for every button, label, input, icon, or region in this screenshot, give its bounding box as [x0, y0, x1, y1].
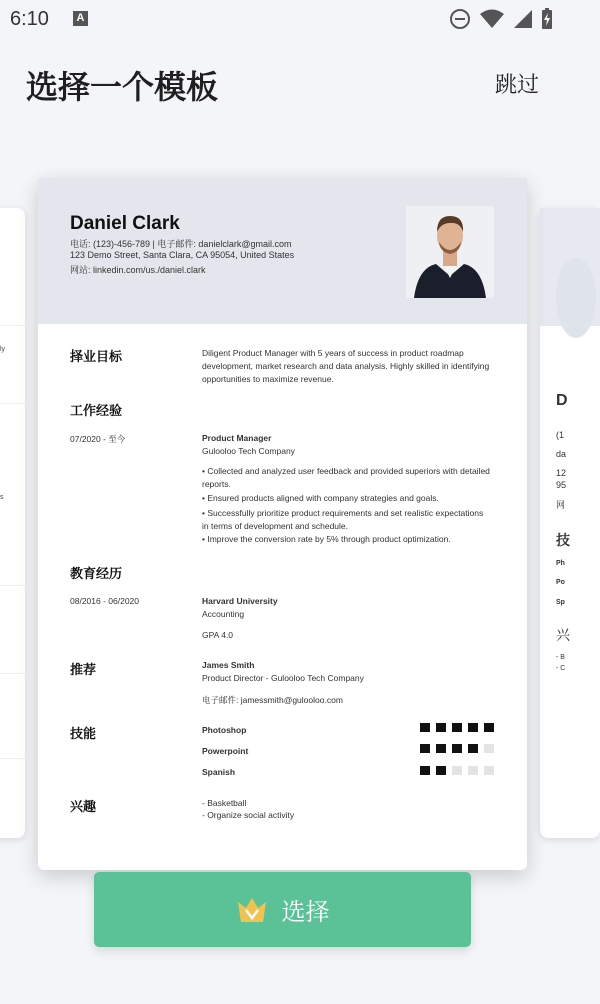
section-title-skills: 技能 — [70, 727, 97, 742]
experience-bullet: • Ensured products aligned with company strategies and goals. — [202, 493, 439, 503]
resume-name: Daniel Clark — [70, 213, 180, 234]
objective-text: Diligent Product Manager with 5 years of success in product roadmap development, market research and data analysis. Highly skilled in identifying opportunities to maximize revenue. — [202, 348, 490, 384]
fragment-text: - B — [556, 654, 565, 661]
skill-dot-filled — [452, 744, 462, 753]
status-time: 6:10 — [10, 8, 49, 30]
resume-template-card[interactable] — [38, 178, 527, 870]
contact-phone-email: 电话: (123)-456-789 | 电子邮件: danielclark@gmail.com — [70, 239, 292, 249]
section-title-education: 教育经历 — [70, 567, 123, 582]
skill-dot-filled — [436, 766, 446, 775]
fragment-text: 95 — [556, 480, 567, 490]
fragment-text: 12 — [556, 468, 567, 478]
skill-name: Spanish — [202, 767, 236, 777]
battery-icon — [541, 8, 553, 30]
fragment-text: ly — [0, 346, 6, 353]
fragment-text: - C — [556, 665, 566, 672]
skill-rating — [420, 723, 494, 732]
contact-address: 123 Demo Street, Santa Clara, CA 95054, United States — [70, 250, 295, 260]
avatar — [406, 206, 494, 298]
wifi-icon — [479, 8, 505, 30]
skill-rating — [420, 744, 494, 753]
experience-dates: 07/2020 - 至今 — [70, 434, 126, 444]
interest-item: - Organize social activity — [202, 810, 295, 820]
skill-dot-empty — [468, 766, 478, 775]
skill-dot-filled — [420, 744, 430, 753]
select-button[interactable] — [94, 872, 471, 947]
status-bar — [0, 0, 565, 38]
fragment-text: Sp — [556, 599, 565, 606]
crown-icon — [236, 896, 268, 924]
contact-website: 网站: linkedin.com/us./daniel.clark — [70, 265, 206, 275]
reference-email: 电子邮件: jamessmith@gulooloo.com — [202, 695, 343, 705]
reference-name: James Smith — [202, 660, 255, 670]
skill-name: Powerpoint — [202, 746, 249, 756]
template-card-next[interactable] — [540, 208, 600, 838]
fragment-text: Ph — [556, 560, 565, 567]
fragment-text: Po — [556, 579, 565, 586]
experience-role: Product Manager — [202, 433, 272, 443]
reference-position: Product Director - Gulooloo Tech Company — [202, 673, 364, 683]
select-button-label: 选择 — [281, 898, 330, 926]
skill-dot-filled — [436, 723, 446, 732]
template-card-previous[interactable] — [0, 208, 25, 838]
fragment-text: (1 — [556, 430, 565, 440]
skill-dot-filled — [420, 723, 430, 732]
page-title: 选择一个模板 — [26, 68, 219, 106]
education-school: Harvard University — [202, 596, 278, 606]
skip-button[interactable]: 跳过 — [494, 73, 539, 98]
experience-company: Gulooloo Tech Company — [202, 446, 295, 456]
do-not-disturb-icon — [449, 8, 471, 30]
fragment-title: 技 — [556, 532, 570, 548]
status-icons — [449, 8, 553, 30]
section-title-objective: 择业目标 — [70, 350, 123, 365]
skill-dot-filled — [468, 744, 478, 753]
skill-dot-filled — [436, 744, 446, 753]
skill-rating — [420, 766, 494, 775]
skill-dot-filled — [420, 766, 430, 775]
name-initial: D — [556, 392, 568, 409]
section-title-interests: 兴趣 — [70, 800, 97, 815]
experience-bullet: • Improve the conversion rate by 5% through product optimization. — [202, 534, 451, 544]
skill-dot-empty — [452, 766, 462, 775]
experience-bullet: • Collected and analyzed user feedback and provided superiors with detailed reports. — [202, 466, 490, 489]
skill-dot-filled — [452, 723, 462, 732]
education-dates: 08/2016 - 06/2020 — [70, 596, 140, 606]
skill-dot-empty — [484, 766, 494, 775]
fragment-text: 网 — [556, 500, 566, 510]
fragment-text: s — [0, 494, 4, 501]
interest-item: - Basketball — [202, 798, 247, 808]
notification-app-icon: A — [73, 11, 88, 26]
skill-dot-filled — [468, 723, 478, 732]
education-major: Accounting — [202, 609, 245, 619]
fragment-text: da — [556, 449, 567, 459]
skill-name: Photoshop — [202, 725, 247, 735]
section-title-reference: 推荐 — [70, 663, 97, 678]
resume-header — [38, 178, 527, 324]
education-gpa: GPA 4.0 — [202, 630, 234, 640]
skill-dot-empty — [484, 744, 494, 753]
skill-dot-filled — [484, 723, 494, 732]
section-title-experience: 工作经验 — [70, 404, 123, 419]
fragment-title: 兴 — [556, 627, 570, 643]
experience-bullet: • Successfully prioritize product requirements and set realistic expectations in terms of development and schedule. — [202, 508, 484, 531]
signal-icon — [513, 8, 533, 30]
